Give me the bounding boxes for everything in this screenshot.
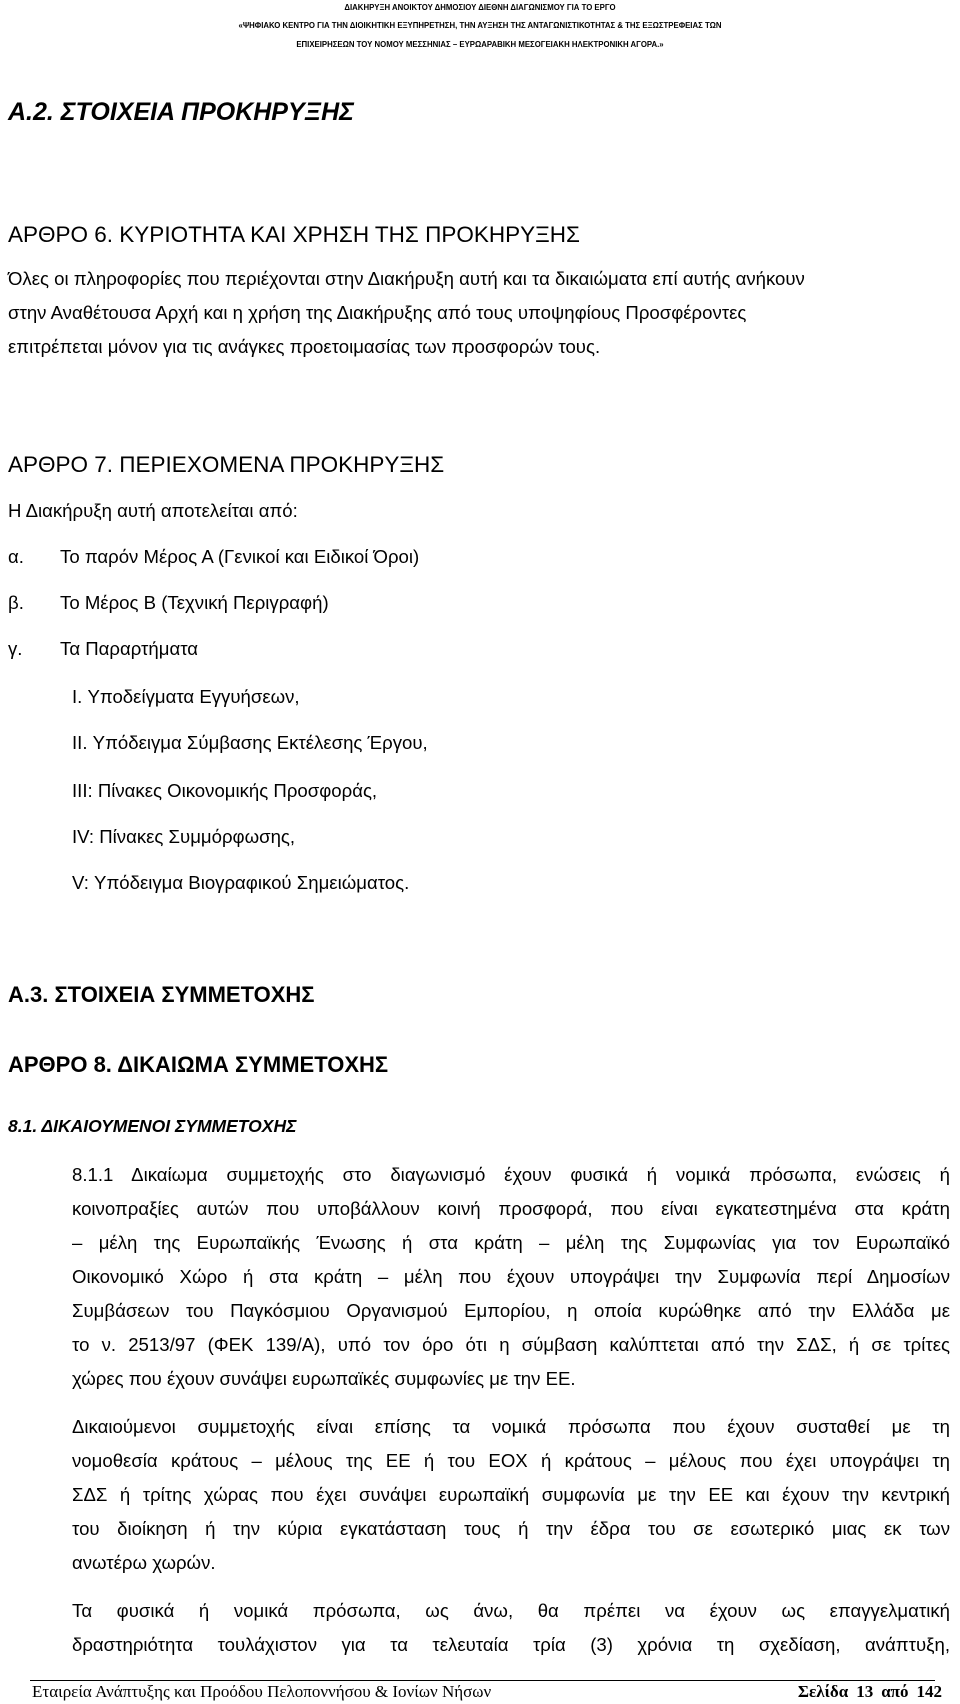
- page-total: 142: [916, 1682, 942, 1701]
- list-marker: β.: [8, 592, 24, 613]
- paragraph-line: νομοθεσία κράτους – μέλους της ΕΕ ή του ΕΟΧ ή κράτους – μέλους που έχει υπογράψει τη: [72, 1450, 950, 1471]
- annex-item: IV: Πίνακες Συμμόρφωσης,: [72, 826, 296, 847]
- article-6-line-3: επιτρέπεται μόνον για τις ανάγκες προετοιμασίας των προσφορών τους.: [8, 336, 601, 357]
- paragraph-line: Δικαιούμενοι συμμετοχής είναι επίσης τα νομικά πρόσωπα που έχουν συσταθεί με τη: [72, 1416, 950, 1437]
- document-header-line-2: «ΨΗΦΙΑΚΟ ΚΕΝΤΡΟ ΓΙΑ ΤΗΝ ΔΙΟΙΚΗΤΙΚΗ ΕΞΥΠΗΡΕΤΗΣΗ, ΤΗΝ ΑΥΞΗΣΗ ΤΗΣ ΑΝΤΑΓΩΝΙΣΤΙΚΟΤΗΤΑΣ & ΤΗΣ ΕΞΩΣΤΡΕΦΕΙΑΣ ΤΩΝ: [238, 21, 722, 30]
- paragraph-line: Τα φυσικά ή νομικά πρόσωπα, ως άνω, θα πρέπει να έχουν ως επαγγελματική: [72, 1600, 950, 1621]
- annex-item: II. Υπόδειγμα Σύμβασης Εκτέλεσης Έργου,: [72, 732, 428, 753]
- paragraph-line: κοινοπραξίες αυτών που υποβάλλουν κοινή προσφορά, που είναι εγκατεστημένα στα κράτη: [72, 1198, 950, 1219]
- article-8-1-subheading: 8.1. ΔΙΚΑΙΟΥΜΕΝΟΙ ΣΥΜΜΕΤΟΧΗΣ: [8, 1116, 297, 1136]
- list-marker: α.: [8, 546, 24, 567]
- article-8-heading: ΑΡΘΡΟ 8. ΔΙΚΑΙΩΜΑ ΣΥΜΜΕΤΟΧΗΣ: [8, 1052, 389, 1077]
- article-7-intro: Η Διακήρυξη αυτή αποτελείται από:: [8, 500, 298, 521]
- page-of-label: από: [881, 1682, 909, 1701]
- footer-divider: [30, 1680, 935, 1681]
- annex-item: III: Πίνακες Οικονομικής Προσφοράς,: [72, 780, 378, 801]
- list-item: Το παρόν Μέρος Α (Γενικοί και Ειδικοί Όροι): [60, 546, 420, 567]
- document-header-line-3: ΕΠΙΧΕΙΡΗΣΕΩΝ ΤΟΥ ΝΟΜΟΥ ΜΕΣΣΗΝΙΑΣ – ΕΥΡΩΑΡΑΒΙΚΗ ΜΕΣΟΓΕΙΑΚΗ ΗΛΕΚΤΡΟΝΙΚΗ ΑΓΟΡΑ.»: [296, 40, 664, 49]
- list-item: Τα Παραρτήματα: [60, 638, 199, 659]
- paragraph-line: δραστηριότητα τουλάχιστον για τα τελευταία τρία (3) χρόνια τη σχεδίαση, ανάπτυξη,: [72, 1634, 950, 1655]
- paragraph-line: – μέλη της Ευρωπαϊκής Ένωσης ή στα κράτη – μέλη της Συμφωνίας για τον Ευρωπαϊκό: [72, 1232, 950, 1253]
- document-header-line-1: ΔΙΑΚΗΡΥΞΗ ΑΝΟΙΚΤΟΥ ΔΗΜΟΣΙΟΥ ΔΙΕΘΝΗ ΔΙΑΓΩΝΙΣΜΟΥ ΓΙΑ ΤΟ ΕΡΓΟ: [344, 3, 616, 12]
- article-6-heading: ΑΡΘΡΟ 6. ΚΥΡΙΟΤΗΤΑ ΚΑΙ ΧΡΗΣΗ ΤΗΣ ΠΡΟΚΗΡΥΞΗΣ: [8, 222, 580, 247]
- footer-page-counter: [798, 1682, 942, 1702]
- list-item: Το Μέρος Β (Τεχνική Περιγραφή): [60, 592, 329, 613]
- paragraph-line: του διοίκηση ή την κύρια εγκατάσταση τους ή την έδρα του σε εσωτερικό μιας εκ των: [72, 1518, 950, 1539]
- section-heading-a2: Α.2. ΣΤΟΙΧΕΙΑ ΠΡΟΚΗΡΥΞΗΣ: [8, 98, 354, 126]
- list-marker: γ.: [8, 638, 23, 659]
- section-heading-a3: Α.3. ΣΤΟΙΧΕΙΑ ΣΥΜΜΕΤΟΧΗΣ: [8, 982, 315, 1007]
- paragraph-line: Οικονομικό Χώρο ή στα κράτη – μέλη που έχουν υπογράψει την Συμφωνία περί Δημοσίων: [72, 1266, 950, 1287]
- paragraph-line: χώρες που έχουν συνάψει ευρωπαϊκές συμφωνίες με την ΕΕ.: [72, 1368, 576, 1389]
- page-label: Σελίδα: [797, 1682, 849, 1701]
- article-7-heading: ΑΡΘΡΟ 7. ΠΕΡΙΕΧΟΜΕΝΑ ΠΡΟΚΗΡΥΞΗΣ: [8, 452, 445, 477]
- paragraph-line: Συμβάσεων του Παγκόσμιου Οργανισμού Εμπορίου, η οποία κυρώθηκε από την Ελλάδα με: [72, 1300, 950, 1321]
- page-number: 13: [856, 1682, 874, 1701]
- paragraph-line: ανωτέρω χωρών.: [72, 1552, 216, 1573]
- annex-item: V: Υπόδειγμα Βιογραφικού Σημειώματος.: [72, 872, 410, 893]
- article-6-line-1: Όλες οι πληροφορίες που περιέχονται στην Διακήρυξη αυτή και τα δικαιώματα επί αυτής ανήκουν: [8, 268, 805, 289]
- annex-item: I. Υποδείγματα Εγγυήσεων,: [72, 686, 300, 707]
- footer-organization: Εταιρεία Ανάπτυξης και Προόδου Πελοποννήσου & Ιονίων Νήσων: [32, 1682, 492, 1701]
- paragraph-line: ΣΔΣ ή τρίτης χώρας που έχει συνάψει ευρωπαϊκή συμφωνία με την ΕΕ και έχουν την κεντρική: [72, 1484, 950, 1505]
- article-6-line-2: στην Αναθέτουσα Αρχή και η χρήση της Διακήρυξης από τους υποψηφίους Προσφέροντες: [8, 302, 747, 323]
- paragraph-line: 8.1.1 Δικαίωμα συμμετοχής στο διαγωνισμό έχουν φυσικά ή νομικά πρόσωπα, ενώσεις ή: [72, 1164, 950, 1185]
- paragraph-line: το ν. 2513/97 (ΦΕΚ 139/Α), υπό τον όρο ότι η σύμβαση καλύπτεται από την ΣΔΣ, ή σε τρίτες: [72, 1334, 950, 1355]
